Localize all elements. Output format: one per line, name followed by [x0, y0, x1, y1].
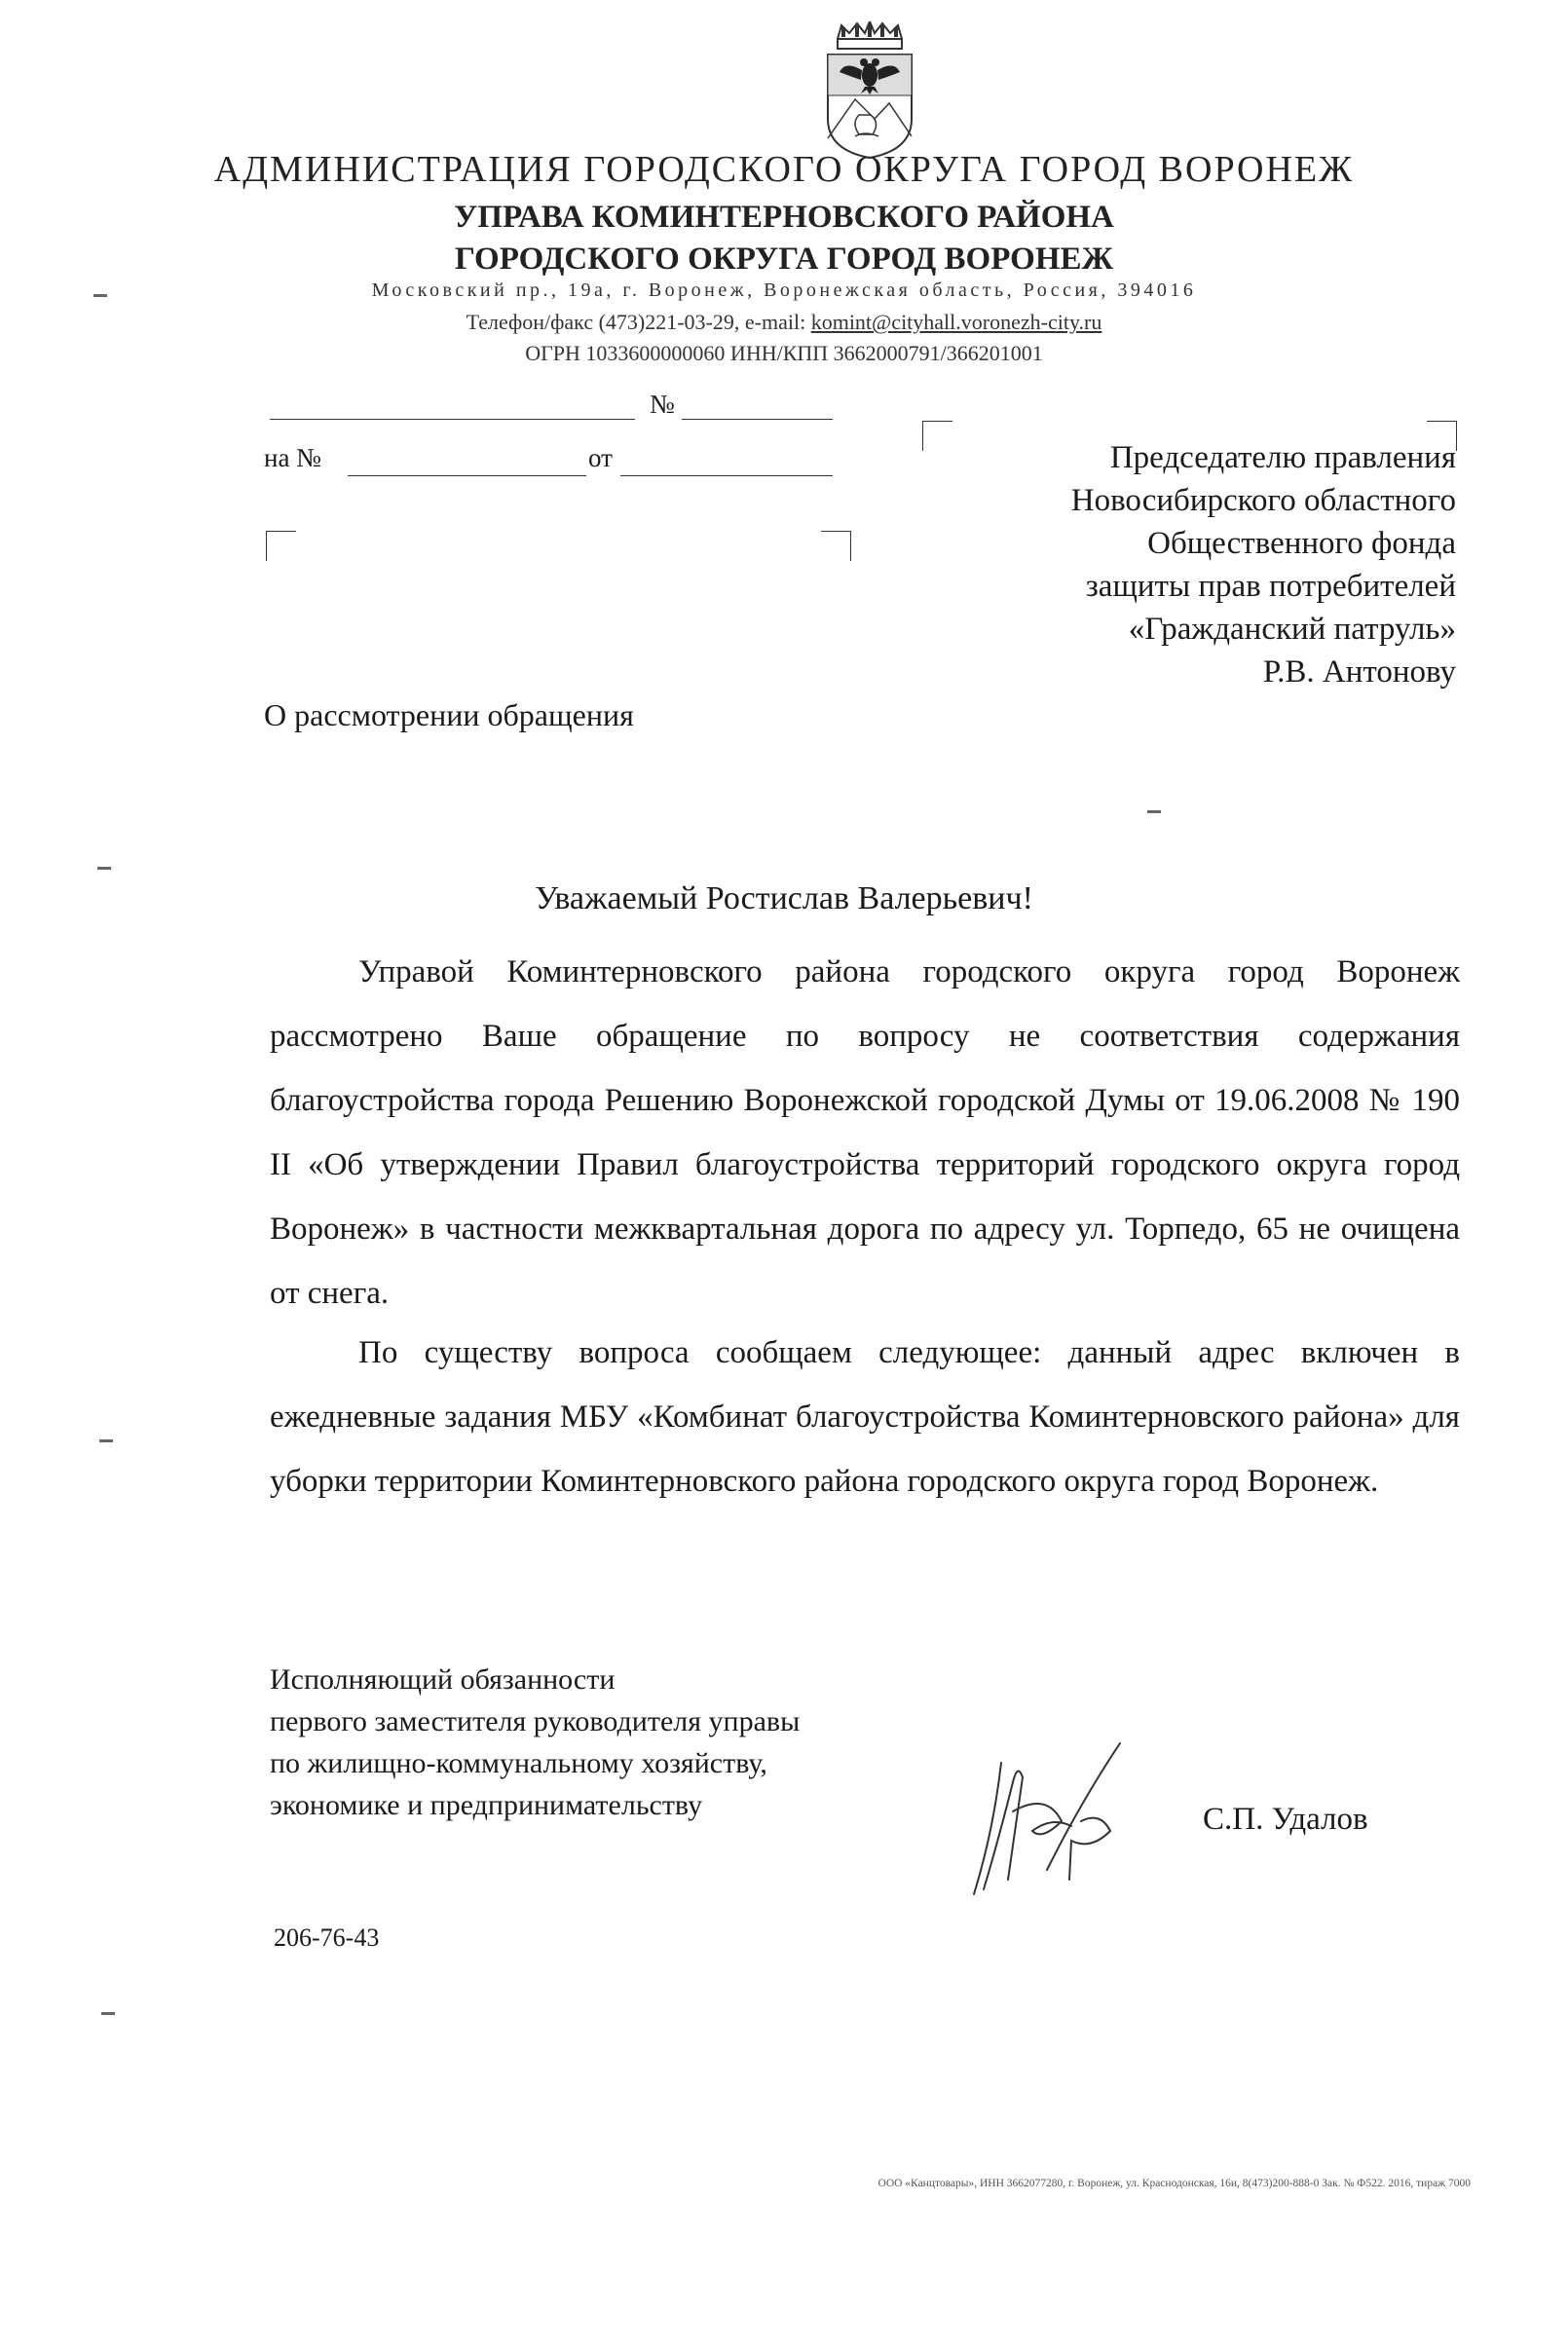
- reference-number-line: [348, 475, 586, 476]
- scan-mark: [101, 2012, 115, 2015]
- outgoing-date-line: [270, 419, 635, 420]
- outgoing-number-line: [682, 419, 833, 420]
- signatory-position-line: по жилищно-коммунальному хозяйству,: [270, 1747, 767, 1779]
- reference-date-line: [620, 475, 833, 476]
- organization-address: Московский пр., 19а, г. Воронеж, Воронежская область, Россия, 394016: [371, 280, 1197, 301]
- addressee-line: Новосибирского областного: [1070, 483, 1456, 518]
- body-paragraph-1: Управой Коминтерновского района городского округа город Воронеж рассмотрено Ваше обращение по вопросу не соответствия содержания благоустройства города Решению Воронежской городской Думы от 19.06.2008 № 190 II «Об утверждении Правил благоустройства территорий городского округа город Воронеж» в частности межквартальная дорога по адресу ул. Торпедо, 65 не очищена от снега.: [270, 954, 1460, 1311]
- reference-number-label: на №: [264, 443, 321, 472]
- addressee-line: Председателю правления: [1109, 440, 1456, 475]
- salutation: Уважаемый Ростислав Валерьевич!: [535, 880, 1033, 916]
- scan-mark: [93, 294, 107, 297]
- signatory-position-line: Исполняющий обязанности: [270, 1663, 616, 1696]
- organization-contacts: [0, 310, 1568, 335]
- signatory-position-line: первого заместителя руководителя управы: [270, 1705, 801, 1737]
- addressee-block: [974, 436, 1456, 693]
- handwritten-signature: [954, 1724, 1169, 1899]
- phone-fax-text: Телефон/факс (473)221-03-29, e-mail:: [466, 310, 811, 334]
- print-footer: ООО «Канцтовары», ИНН 3662077280, г. Воронеж, ул. Краснодонская, 16и, 8(473)200-888-0 Зак. № Ф522. 2016, тираж 7000: [877, 2178, 1471, 2189]
- addressee-corner-left: [922, 421, 952, 451]
- email-link[interactable]: komint@cityhall.voronezh-city.ru: [810, 310, 1102, 334]
- signatory-name: С.П. Удалов: [1203, 1802, 1368, 1837]
- signatory-position: [270, 1659, 800, 1826]
- okrug-title: ГОРОДСКОГО ОКРУГА ГОРОД ВОРОНЕЖ: [454, 242, 1114, 277]
- scan-mark: [1147, 810, 1161, 813]
- scan-mark: [97, 867, 111, 870]
- organization-registration-numbers: ОГРН 1033600000060 ИНН/КПП 3662000791/366201001: [525, 341, 1043, 365]
- executor-phone: 206-76-43: [274, 1923, 380, 1952]
- administration-title: АДМИНИСТРАЦИЯ ГОРОДСКОГО ОКРУГА ГОРОД ВОРОНЕЖ: [213, 149, 1355, 190]
- scan-mark: [99, 1439, 113, 1442]
- uprava-title: УПРАВА КОМИНТЕРНОВСКОГО РАЙОНА: [454, 200, 1114, 235]
- coat-of-arms-icon: [816, 21, 923, 160]
- subject-corner-left: [266, 531, 296, 561]
- letter-subject: О рассмотрении обращения: [264, 697, 634, 732]
- signatory-position-line: экономике и предпринимательству: [270, 1789, 703, 1821]
- addressee-line: Общественного фонда: [1147, 526, 1456, 561]
- body-paragraph-2: По существу вопроса сообщаем следующее: данный адрес включен в ежедневные задания МБУ «Комбинат благоустройства Коминтерновского района» для уборки территории Коминтерновского района городского округа город Воронеж.: [270, 1335, 1460, 1499]
- outgoing-number-label: №: [650, 390, 675, 419]
- subject-corner-right: [821, 531, 851, 561]
- addressee-name: Р.В. Антонову: [1262, 654, 1456, 690]
- reference-date-label: от: [588, 443, 613, 472]
- addressee-line: защиты прав потребителей: [1085, 569, 1456, 604]
- addressee-line: «Гражданский патруль»: [1128, 612, 1456, 647]
